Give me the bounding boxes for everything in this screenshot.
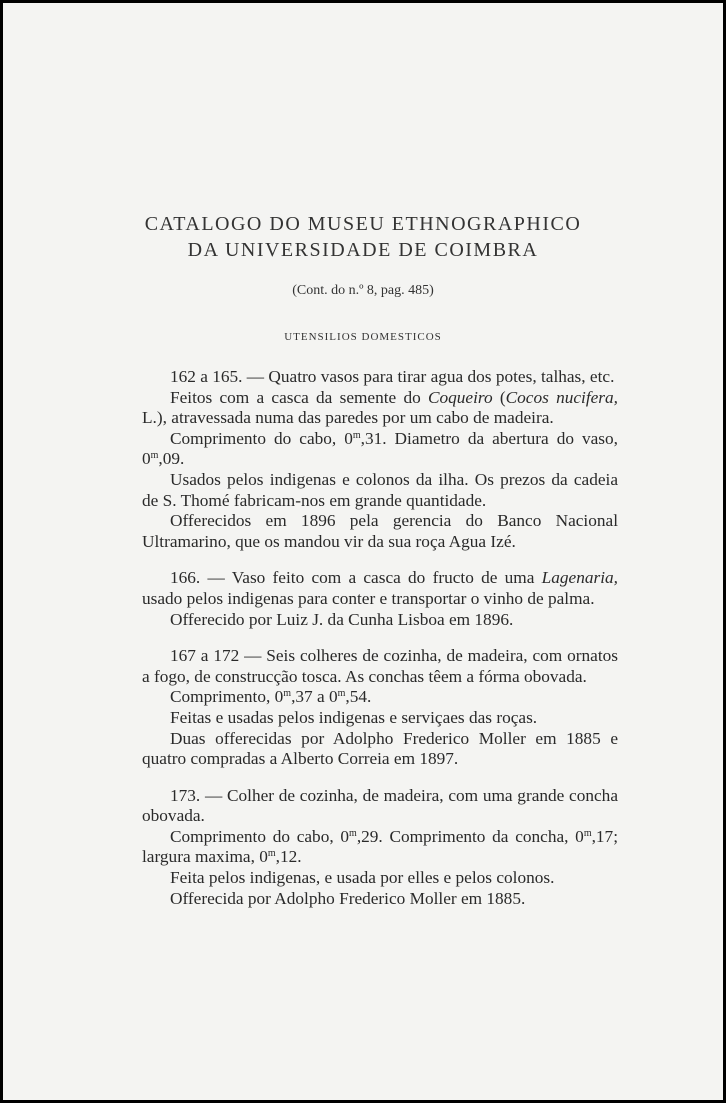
title-line-2: DA UNIVERSIDADE DE COIMBRA xyxy=(187,239,539,261)
entry-paragraph xyxy=(142,568,618,609)
text-run: ( xyxy=(492,387,506,407)
italic-species-name: Coqueiro xyxy=(427,387,493,407)
page-title xyxy=(3,211,723,263)
text-run: ,37 a 0 xyxy=(291,687,338,707)
entry-paragraph: Offerecidos em 1896 pela gerencia do Banco Nacional Ultramarino, que os mandou vir da sua roça Agua Izé. xyxy=(142,511,618,551)
section-heading: UTENSILIOS DOMESTICOS xyxy=(284,331,442,343)
entry-paragraph xyxy=(142,429,618,470)
entry-paragraph: Usados pelos indigenas e colonos da ilha. Os prezos da cadeia de S. Thomé fabricam-nos em grande quantidade. xyxy=(142,469,618,510)
catalog-entry-167-172 xyxy=(142,646,618,770)
text-run: Feitos com a casca da semente do xyxy=(170,387,428,407)
entry-paragraph: Offerecido por Luiz J. da Cunha Lisboa em 1896. xyxy=(170,609,514,629)
catalog-entry-166 xyxy=(142,568,618,630)
unit-superscript: m xyxy=(352,429,361,441)
text-run: Comprimento do cabo, 0 xyxy=(170,826,350,846)
entry-paragraph xyxy=(142,388,618,429)
text-run: ,54. xyxy=(345,687,372,707)
text-run: 166. — Vaso feito com a casca do fructo de uma xyxy=(170,568,542,588)
unit-superscript: m xyxy=(150,450,159,462)
text-run: Comprimento, 0 xyxy=(170,687,284,707)
italic-species-name: Cocos nucifera, xyxy=(505,387,618,407)
entry-paragraph xyxy=(142,687,618,708)
text-run: ,31. Diametro da abertura do vaso, 0 xyxy=(142,428,618,469)
entry-paragraph: 162 a 165. — Quatro vasos para tirar agua dos potes, talhas, etc. xyxy=(170,367,615,386)
unit-superscript: m xyxy=(349,827,357,839)
unit-superscript: m xyxy=(583,827,592,839)
continuation-note: (Cont. do n.º 8, pag. 485) xyxy=(292,283,434,298)
unit-superscript: m xyxy=(337,688,346,700)
text-run: ,29. Comprimento da concha, 0 xyxy=(356,826,584,846)
text-run: usado pelos indigenas para conter e transportar o vinho de palma. xyxy=(142,588,595,608)
entry-paragraph xyxy=(142,827,618,868)
document-page xyxy=(3,3,723,1100)
catalog-entry-173 xyxy=(142,786,618,910)
text-run: ,09. xyxy=(158,449,185,469)
unit-superscript: m xyxy=(283,688,292,700)
entry-paragraph: Feitas e usadas pelos indigenas e serviçaes das roças. xyxy=(170,707,538,727)
italic-species-name: Lagenaria, xyxy=(541,568,618,588)
title-line-1: CATALOGO DO MUSEU ETHNOGRAPHICO xyxy=(144,213,582,235)
text-run: L.), atravessada numa das paredes por um cabo de madeira. xyxy=(142,408,554,428)
text-run: ,17; largura maxima, 0 xyxy=(142,826,618,867)
entry-paragraph: Duas offerecidas por Adolpho Frederico Moller em 1885 e quatro compradas a Alberto Correia em 1897. xyxy=(142,728,618,769)
entry-paragraph: Feita pelos indigenas, e usada por elles e pelos colonos. xyxy=(170,868,555,888)
catalog-entries xyxy=(142,367,618,925)
catalog-entry-162-165 xyxy=(142,367,618,552)
unit-superscript: m xyxy=(267,848,276,860)
text-run: Comprimento do cabo, 0 xyxy=(170,428,353,448)
entry-paragraph: 167 a 172 — Seis colheres de cozinha, de madeira, com ornatos a fogo, de construcção tosca. As conchas têem a fórma obovada. xyxy=(142,646,618,686)
entry-paragraph: 173. — Colher de cozinha, de madeira, com uma grande concha obovada. xyxy=(142,785,618,826)
entry-paragraph: Offerecida por Adolpho Frederico Moller em 1885. xyxy=(170,888,526,908)
text-run: ,12. xyxy=(275,847,302,867)
